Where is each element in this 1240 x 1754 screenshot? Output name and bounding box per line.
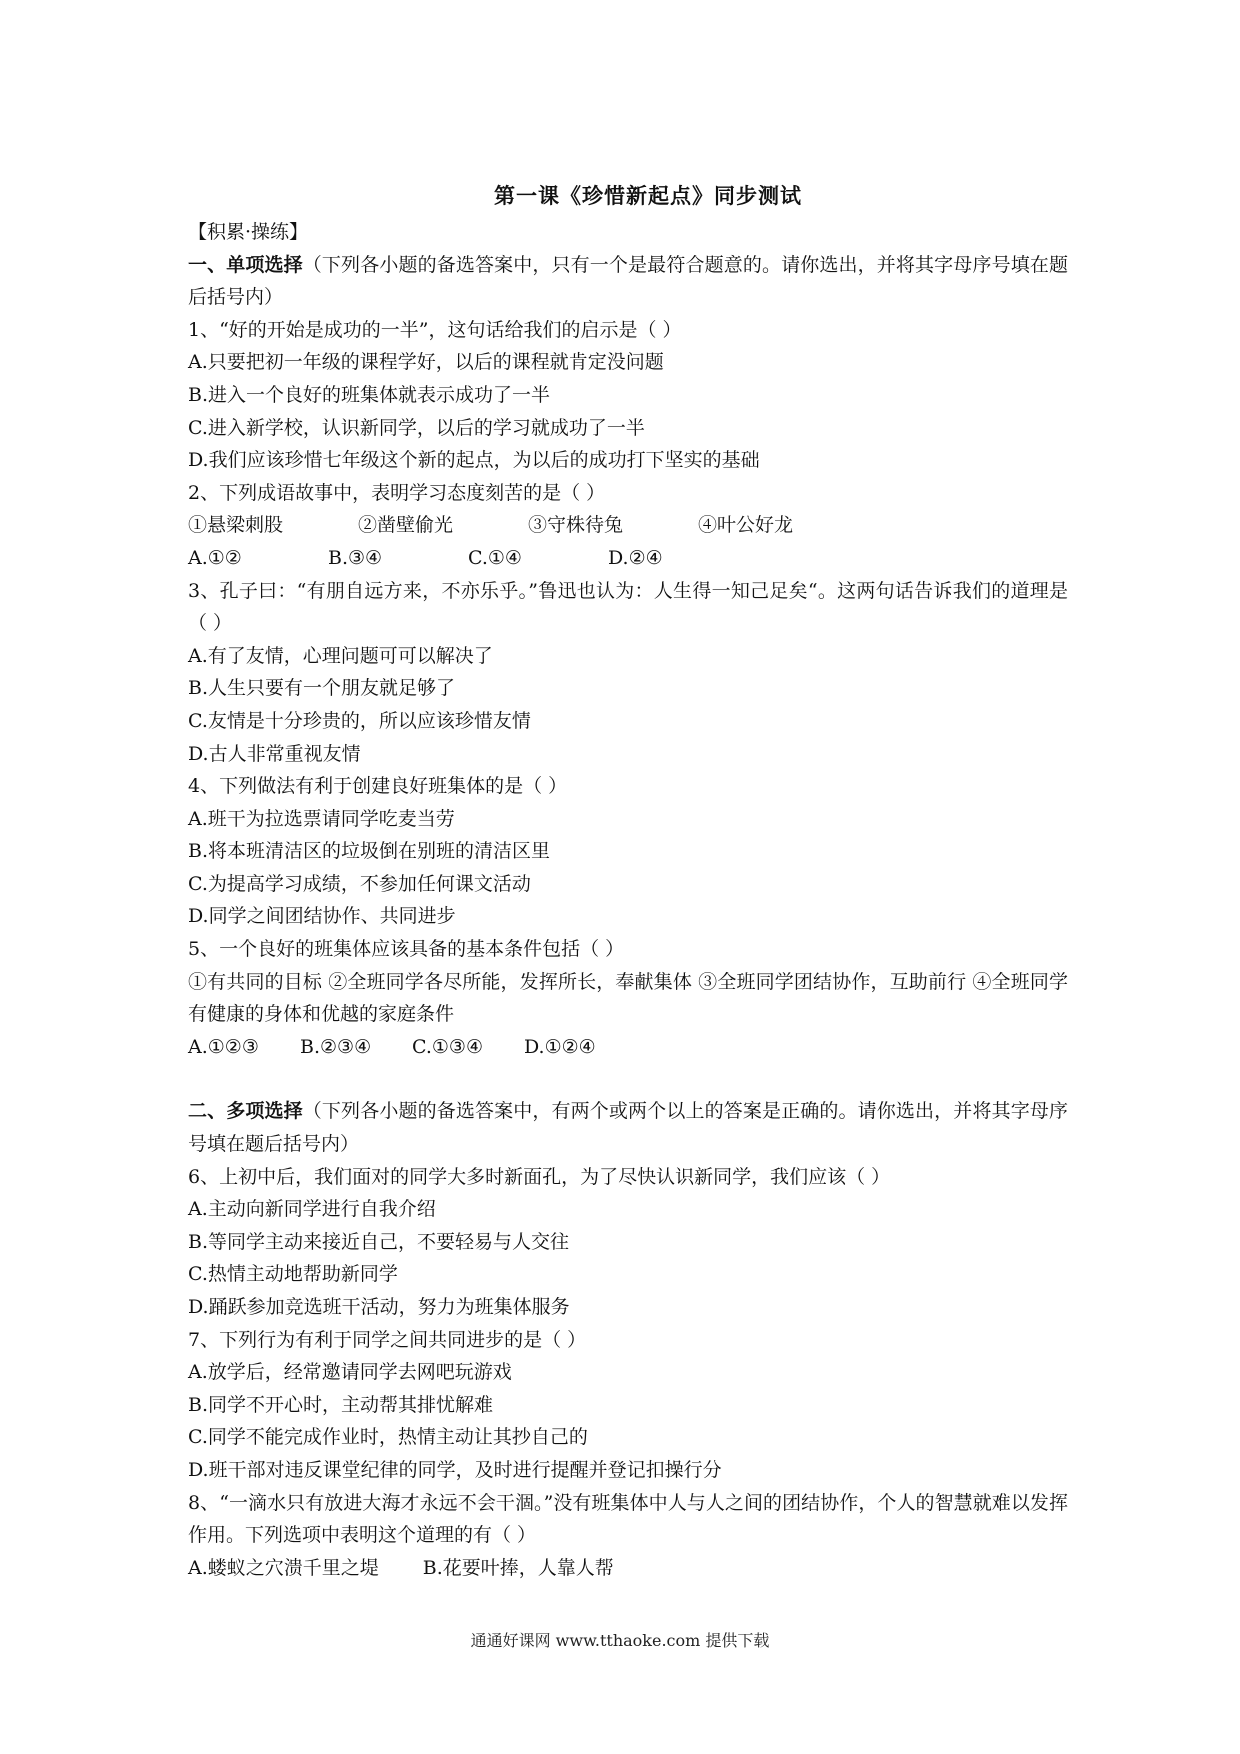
q3-option-a: A.有了友情，心理问题可可以解决了 xyxy=(188,644,493,667)
q5-options xyxy=(188,1031,1068,1064)
q8-option: B.花要叶捧，人靠人帮 xyxy=(422,1556,614,1579)
q6-option-d: D.踊跃参加竞选班干活动，努力为班集体服务 xyxy=(188,1296,570,1318)
q8-options xyxy=(188,1552,1068,1585)
q7-option-b: B.同学不开心时，主动帮其排忧解难 xyxy=(188,1393,494,1416)
q2-option: C.①④ xyxy=(468,546,522,569)
q6-option-c: C.热情主动地帮助新同学 xyxy=(188,1263,398,1286)
part1-heading: 一、单项选择 xyxy=(188,253,303,276)
part2-header xyxy=(188,1095,1068,1160)
q7-option-a: A.放学后，经常邀请同学去网吧玩游戏 xyxy=(188,1361,512,1384)
page-title: 第一课《珍惜新起点》同步测试 xyxy=(494,183,802,208)
q2-items xyxy=(188,509,1068,542)
q5-stem: 5、一个良好的班集体应该具备的基本条件包括（ ） xyxy=(188,938,625,961)
worksheet-page xyxy=(188,180,1068,1584)
q5-option: C.①③④ xyxy=(412,1035,483,1058)
section-tag: 【积累·操练】 xyxy=(188,221,309,243)
q2-stem: 2、下列成语故事中，表明学习态度刻苦的是（ ） xyxy=(188,481,606,504)
q6-stem: 6、上初中后，我们面对的同学大多时新面孔，为了尽快认识新同学，我们应该（ ） xyxy=(188,1165,891,1188)
q7-stem: 7、下列行为有利于同学之间共同进步的是（ ） xyxy=(188,1328,587,1351)
section-spacer xyxy=(188,1063,1068,1095)
q5-items: ①有共同的目标 ②全班同学各尽所能，发挥所长，奉献集体 ③全班同学团结协作，互助前行 ④全班同学有健康的身体和优越的家庭条件 xyxy=(188,970,1068,1026)
q2-options xyxy=(188,542,1068,575)
q5-option: B.②③④ xyxy=(300,1035,372,1058)
q1-option-a: A.只要把初一年级的课程学好，以后的课程就肯定没问题 xyxy=(188,351,664,374)
q1-option-d: D.我们应该珍惜七年级这个新的起点，为以后的成功打下坚实的基础 xyxy=(188,449,760,472)
q3-option-d: D.古人非常重视友情 xyxy=(188,742,361,765)
q6-option-a: A.主动向新同学进行自我介绍 xyxy=(188,1198,436,1221)
q1-option-c: C.进入新学校，认识新同学，以后的学习就成功了一半 xyxy=(188,416,645,439)
q8-stem: 8、“一滴水只有放进大海才永远不会干涸。”没有班集体中人与人之间的团结协作，个人的智慧就难以发挥作用。下列选项中表明这个道理的有（ ） xyxy=(188,1491,1068,1547)
q2-item: ④叶公好龙 xyxy=(698,514,794,537)
q3-stem: 3、孔子曰：“有朋自远方来，不亦乐乎。”鲁迅也认为：人生得一知己足矣“。这两句话告诉我们的道理是（ ） xyxy=(188,579,1068,635)
q4-option-d: D.同学之间团结协作、共同进步 xyxy=(188,905,456,928)
part2-heading: 二、多项选择 xyxy=(188,1100,303,1123)
part1-instruction: （下列各小题的备选答案中，只有一个是最符合题意的。请你选出，并将其字母序号填在题后括号内） xyxy=(188,253,1068,309)
q2-item: ①悬梁刺股 xyxy=(188,514,284,537)
q2-option: B.③④ xyxy=(328,546,383,569)
part1-header xyxy=(188,249,1068,314)
q4-option-c: C.为提高学习成绩，不参加任何课文活动 xyxy=(188,872,531,895)
q2-option: A.①② xyxy=(188,546,242,569)
page-footer: 通通好课网 www.tthaoke.com 提供下载 xyxy=(470,1631,770,1650)
q3-option-b: B.人生只要有一个朋友就足够了 xyxy=(188,677,456,700)
q5-option: D.①②④ xyxy=(524,1035,596,1058)
q4-option-a: A.班干为拉选票请同学吃麦当劳 xyxy=(188,807,455,830)
q8-option: A.蝼蚁之穴溃千里之堤 xyxy=(188,1556,379,1579)
q7-option-d: D.班干部对违反课堂纪律的同学，及时进行提醒并登记扣操行分 xyxy=(188,1458,722,1481)
q2-item: ③守株待兔 xyxy=(528,514,624,537)
q3-option-c: C.友情是十分珍贵的，所以应该珍惜友情 xyxy=(188,709,531,732)
q4-stem: 4、下列做法有利于创建良好班集体的是（ ） xyxy=(188,775,568,798)
part2-instruction: （下列各小题的备选答案中，有两个或两个以上的答案是正确的。请你选出，并将其字母序号填在题后括号内） xyxy=(188,1100,1068,1156)
q2-item: ②凿壁偷光 xyxy=(358,514,454,537)
q5-option: A.①②③ xyxy=(188,1035,259,1058)
q6-option-b: B.等同学主动来接近自己，不要轻易与人交往 xyxy=(188,1230,570,1253)
q2-option: D.②④ xyxy=(608,546,663,569)
q4-option-b: B.将本班清洁区的垃圾倒在别班的清洁区里 xyxy=(188,840,551,863)
q1-option-b: B.进入一个良好的班集体就表示成功了一半 xyxy=(188,383,551,406)
q1-stem: 1、“好的开始是成功的一半”，这句话给我们的启示是（ ） xyxy=(188,318,682,341)
q7-option-c: C.同学不能完成作业时，热情主动让其抄自己的 xyxy=(188,1426,588,1449)
